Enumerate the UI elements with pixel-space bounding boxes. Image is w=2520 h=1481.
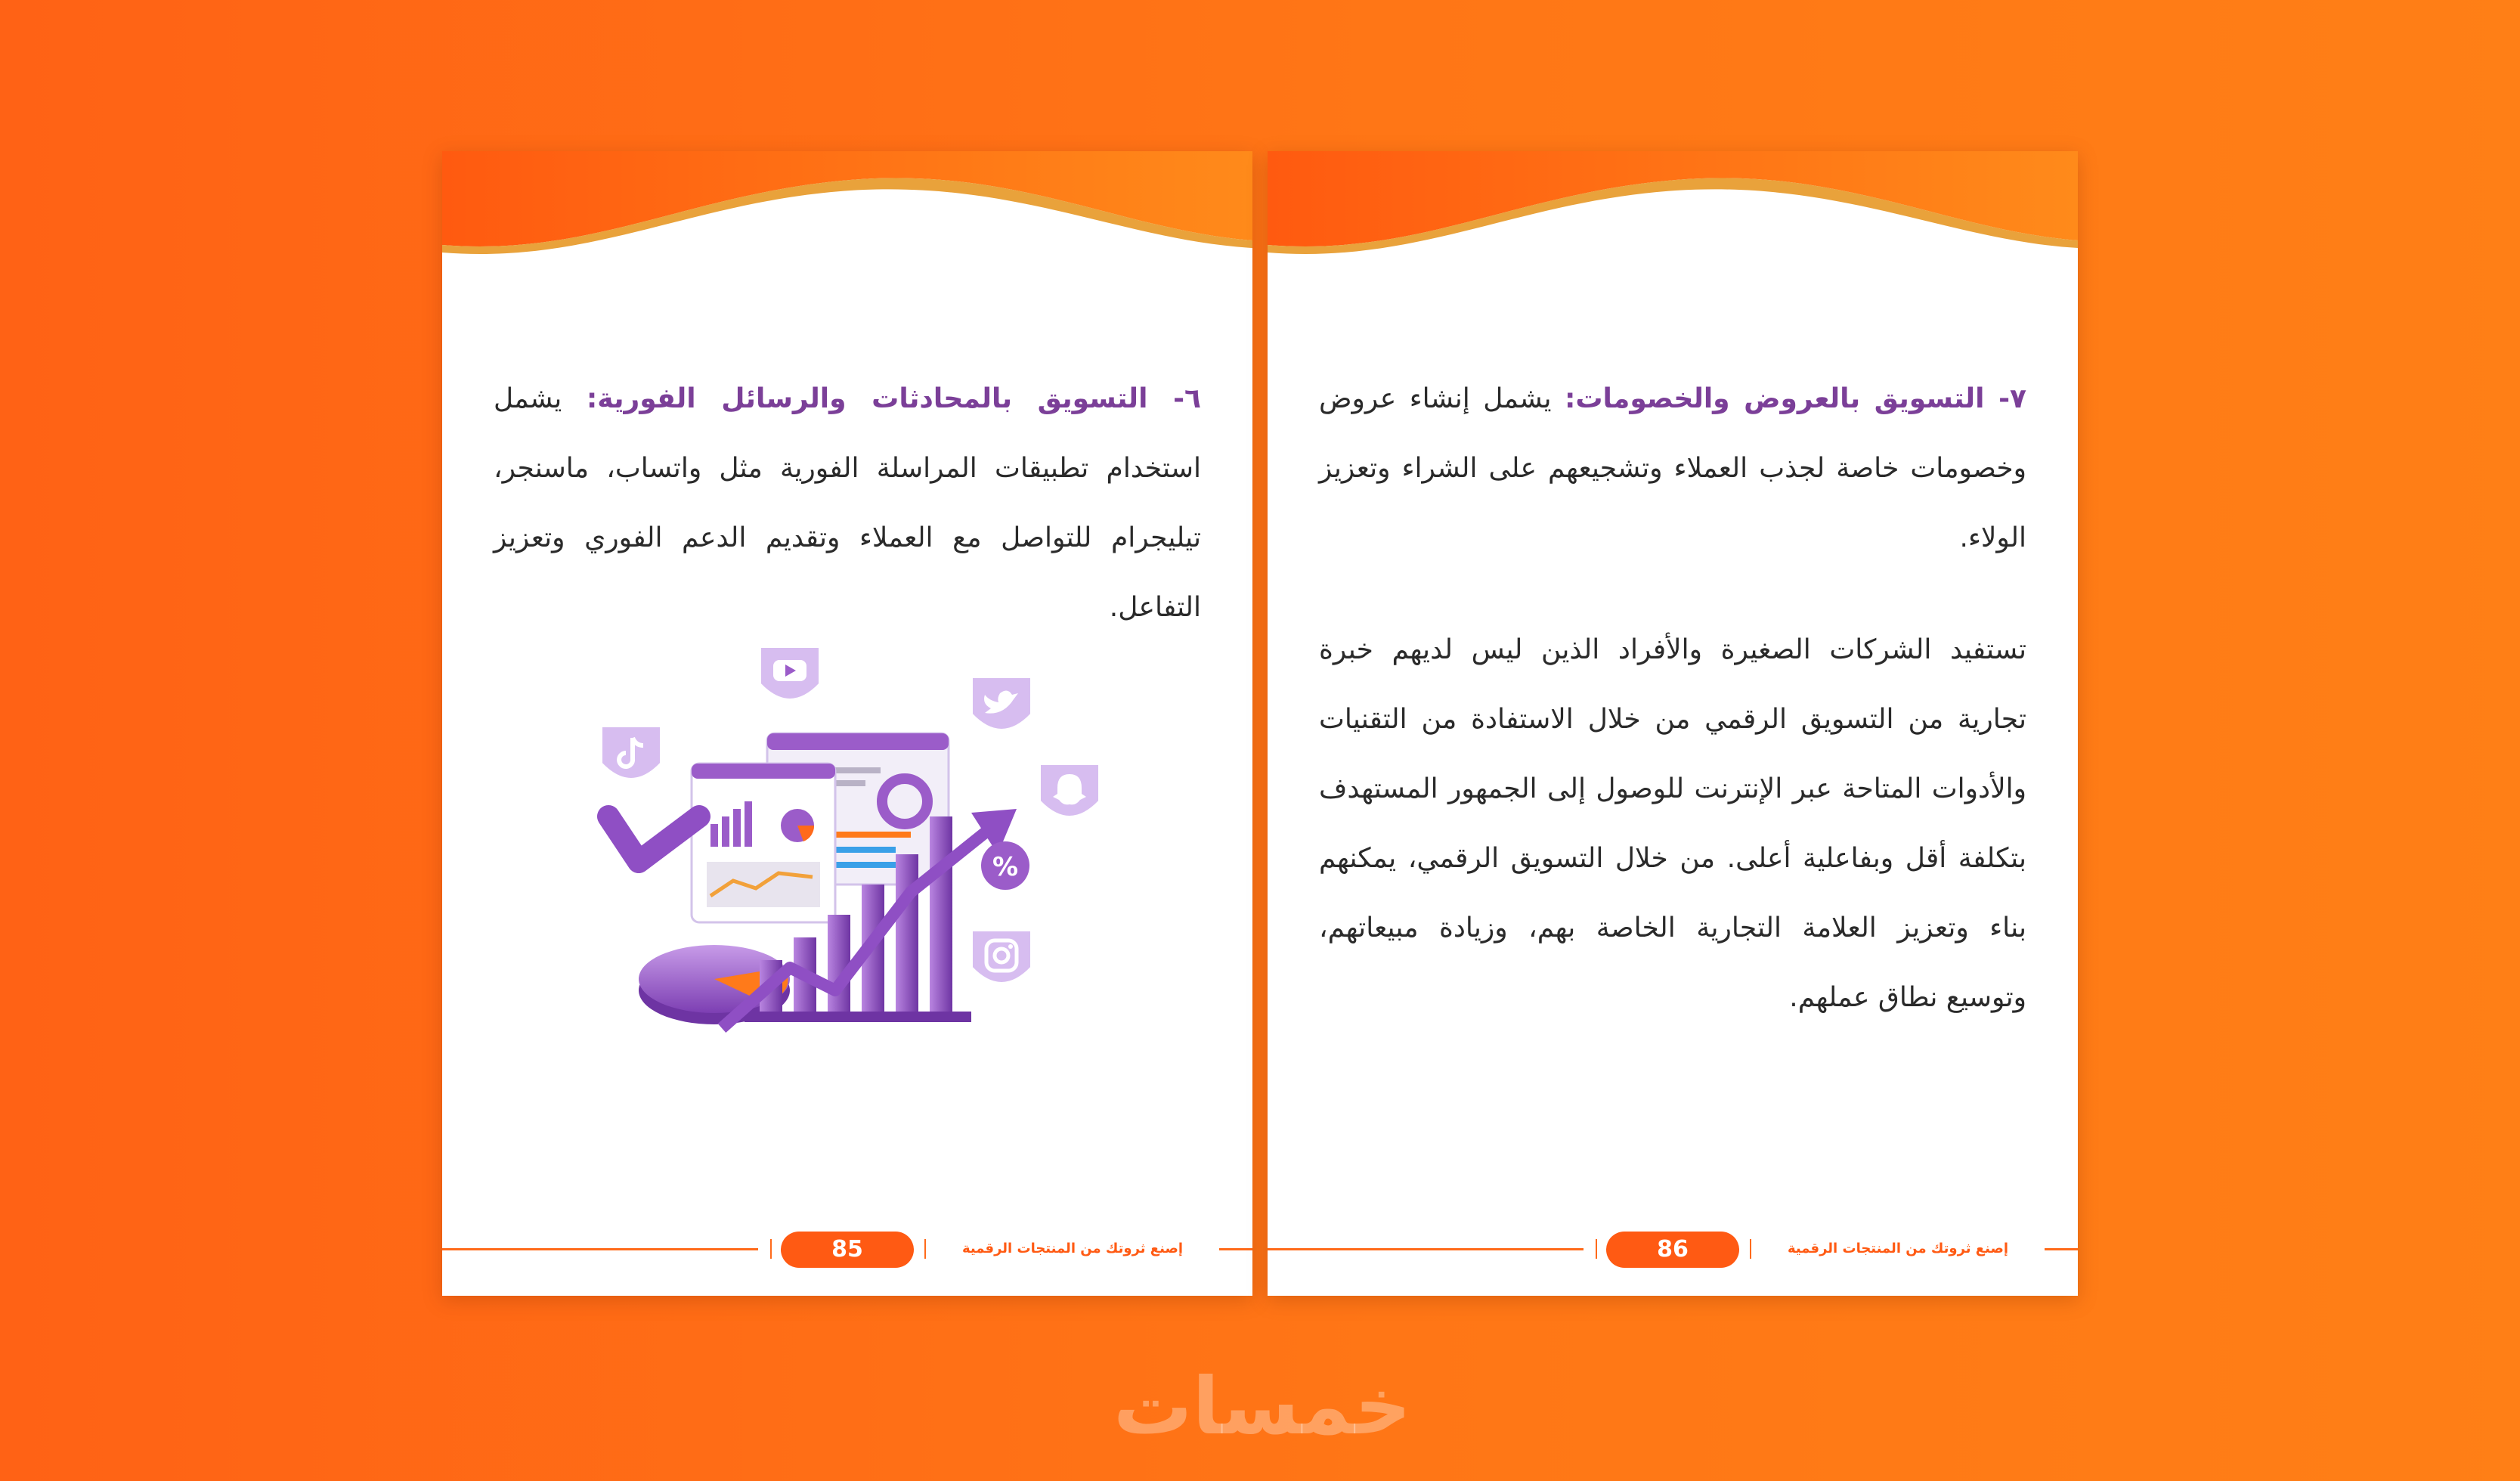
- header-wave: [442, 151, 1252, 265]
- section-6-heading: ٦- التسويق بالمحادثات والرسائل الفورية:: [586, 383, 1202, 414]
- page-number-86: 86: [1606, 1232, 1739, 1268]
- footer-book-title: إصنع ثروتك من المنتجات الرقمية: [961, 1241, 1184, 1256]
- section-6: [494, 364, 1201, 643]
- twitter-icon: [971, 677, 1032, 730]
- dashboard-panel-front: [692, 764, 835, 922]
- instagram-icon: [971, 930, 1032, 984]
- page-number-85: 85: [781, 1232, 914, 1268]
- checkmark-shape: [608, 816, 699, 862]
- svg-text:%: %: [992, 852, 1019, 882]
- section-6-body: يشمل استخدام تطبيقات المراسلة الفورية مثل واتساب، ماسنجر، تيليجرام للتواصل مع العملاء وتقديم الدعم الفوري وتعزيز التفاعل.: [494, 383, 1201, 623]
- tiktok-icon: [601, 726, 661, 779]
- section-7-body: يشمل إنشاء عروض وخصومات خاصة لجذب العملاء وتشجيعهم على الشراء وتعزيز الولاء.: [1319, 383, 2026, 553]
- page-86-footer: [1268, 1229, 2078, 1269]
- youtube-icon: [760, 646, 820, 700]
- digital-marketing-paragraph: تستفيد الشركات الصغيرة والأفراد الذين ليس لديهم خبرة تجارية من التسويق الرقمي من خلال الاستفادة من التقنيات والأدوات المتاحة عبر الإنترنت للوصول إلى الجمهور المستهدف بتكلفة أقل وبفاعلية أعلى. من خلال التسويق الرقمي، يمكنهم بناء وتعزيز العلامة التجارية الخاصة بهم، وزيادة مبيعاتهم، وتوسيع نطاق عملهم.: [1319, 634, 2026, 1013]
- header-wave: [1268, 151, 2078, 265]
- footer-line-right: [1219, 1248, 1252, 1250]
- footer-line-left: [442, 1248, 758, 1250]
- footer-tick: [770, 1239, 772, 1259]
- footer-line-right: [2045, 1248, 2078, 1250]
- section-7: [1319, 364, 2026, 573]
- page-85-footer: [442, 1229, 1252, 1269]
- section-7-heading: ٧- التسويق بالعروض والخصومات:: [1564, 383, 2026, 414]
- page-85: [442, 151, 1252, 1296]
- footer-line-left: [1268, 1248, 1584, 1250]
- page-86-content: [1319, 364, 2026, 1033]
- footer-tick: [1596, 1239, 1597, 1259]
- page-86: [1268, 151, 2078, 1296]
- digital-marketing-illustration: [593, 635, 1122, 1119]
- footer-book-title: إصنع ثروتك من المنتجات الرقمية: [1787, 1241, 2009, 1256]
- snapchat-icon: [1039, 764, 1100, 817]
- percent-badge: [981, 841, 1029, 890]
- page-85-content: [494, 364, 1201, 643]
- khamsat-watermark-logo: خمسات: [1113, 1360, 1412, 1452]
